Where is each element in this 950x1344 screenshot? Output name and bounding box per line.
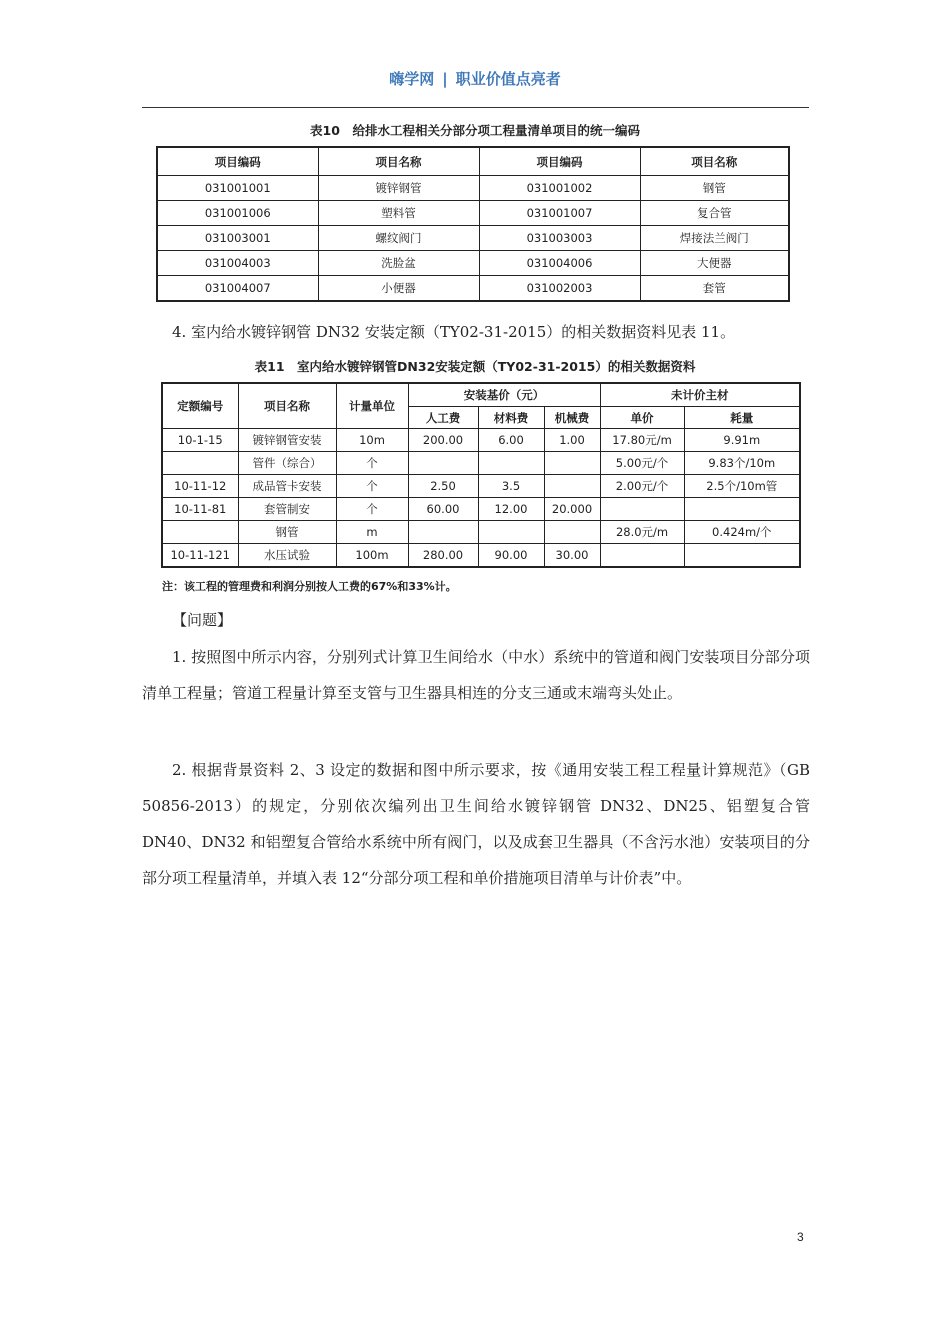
- table11-header-code: 定额编号: [162, 383, 238, 429]
- table11-row: [162, 429, 800, 452]
- table11-header-unpriced: 未计价主材: [600, 383, 800, 407]
- table10-header-cell: 项目编码: [479, 147, 640, 176]
- table11-header-row: [162, 383, 800, 407]
- table11-cell: 200.00: [408, 429, 478, 452]
- table11-header-labor: 人工费: [408, 407, 478, 429]
- table11-header-name: 项目名称: [238, 383, 336, 429]
- table11-row: [162, 544, 800, 568]
- table11-cell: [478, 521, 544, 544]
- table11-cell: [600, 544, 684, 568]
- table11-cell: [544, 521, 600, 544]
- table10-cell: 031004003: [157, 251, 318, 276]
- table11-header-unit: 计量单位: [336, 383, 408, 429]
- table11-cell: [684, 498, 800, 521]
- page-number: 3: [797, 1230, 804, 1244]
- question2-text: 2. 根据背景资料 2、3 设定的数据和图中所示要求，按《通用安装工程工程量计算规范》（GB 50856-2013）的规定，分别依次编列出卫生间给水镀锌钢管 DN32、DN25、铝塑复合管 DN40、DN32 和铝塑复合管给水系统中所有阀门，以及成套卫生器具（不含污水池）安装项目的分部分项工程量清单，并填入表 12“分部分项工程和单价措施项目清单与计价表”中。: [142, 761, 810, 887]
- table11-cell: 3.5: [478, 475, 544, 498]
- table11-cell: 60.00: [408, 498, 478, 521]
- table11-cell: 20.000: [544, 498, 600, 521]
- table10-cell: 大便器: [640, 251, 789, 276]
- table11-cell: 成品管卡安装: [238, 475, 336, 498]
- table11-cell: 17.80元/m: [600, 429, 684, 452]
- table11-cell: 管件（综合）: [238, 452, 336, 475]
- table11-row: [162, 475, 800, 498]
- table11-cell: 套管制安: [238, 498, 336, 521]
- table11-cell: 钢管: [238, 521, 336, 544]
- table10-cell: 031003003: [479, 226, 640, 251]
- table11-header-unit-price: 单价: [600, 407, 684, 429]
- table10-cell: 031003001: [157, 226, 318, 251]
- site-name: 嗨学网: [389, 70, 435, 88]
- table11-cell: 个: [336, 498, 408, 521]
- table11-header-material: 材料费: [478, 407, 544, 429]
- table10-cell: 小便器: [318, 276, 479, 302]
- table10-caption: 表10 给排水工程相关分部分项工程量清单项目的统一编码: [310, 123, 640, 138]
- table10-cell: 钢管: [640, 176, 789, 201]
- table11-cell: 90.00: [478, 544, 544, 568]
- table11-cell: 9.91m: [684, 429, 800, 452]
- table11-cell: 2.50: [408, 475, 478, 498]
- table10-cell: 焊接法兰阀门: [640, 226, 789, 251]
- header-rule: [142, 107, 809, 108]
- table11-cell: 10-11-81: [162, 498, 238, 521]
- table10-row: [157, 176, 789, 201]
- table11-cell: 6.00: [478, 429, 544, 452]
- table10: [156, 146, 790, 302]
- table11-cell: [162, 521, 238, 544]
- table10-cell: 031001002: [479, 176, 640, 201]
- table10-cell: 镀锌钢管: [318, 176, 479, 201]
- table11-cell: 10m: [336, 429, 408, 452]
- table10-cell: 螺纹阀门: [318, 226, 479, 251]
- table10-header-cell: 项目名称: [640, 147, 789, 176]
- table10-header-cell: 项目编码: [157, 147, 318, 176]
- table10-cell: 洗脸盆: [318, 251, 479, 276]
- table11-caption: 表11 室内给水镀锌钢管DN32安装定额（TY02-31-2015）的相关数据资料: [254, 359, 696, 374]
- table11-header-consumption: 耗量: [684, 407, 800, 429]
- header-separator: |: [442, 70, 448, 88]
- table11-header-machine: 机械费: [544, 407, 600, 429]
- table10-header-row: [157, 147, 789, 176]
- table10-header-cell: 项目名称: [318, 147, 479, 176]
- table11-cell: [162, 452, 238, 475]
- site-slogan: 职业价值点亮者: [455, 70, 561, 88]
- table10-row: [157, 226, 789, 251]
- table10-row: [157, 251, 789, 276]
- table10-row: [157, 276, 789, 302]
- table11-cell: [544, 452, 600, 475]
- table11-cell: [684, 544, 800, 568]
- table10-cell: 复合管: [640, 201, 789, 226]
- table10-cell: 031004006: [479, 251, 640, 276]
- questions-title: 【问题】: [172, 611, 233, 629]
- table10-row: [157, 201, 789, 226]
- table10-cell: 031001001: [157, 176, 318, 201]
- table11-cell: 10-11-121: [162, 544, 238, 568]
- table11-note: 注：该工程的管理费和利润分别按人工费的67%和33%计。: [162, 580, 457, 593]
- table11-cell: 0.424m/个: [684, 521, 800, 544]
- table11-cell: [544, 475, 600, 498]
- table11-cell: m: [336, 521, 408, 544]
- page-header: [0, 68, 950, 89]
- item4-paragraph: [142, 314, 810, 350]
- table11-cell: 10-11-12: [162, 475, 238, 498]
- table11-cell: 30.00: [544, 544, 600, 568]
- question2-paragraph: [142, 752, 810, 896]
- table11-cell: 100m: [336, 544, 408, 568]
- table11-header-base-price: 安装基价（元）: [408, 383, 600, 407]
- table11-cell: 5.00元/个: [600, 452, 684, 475]
- table11-cell: [408, 521, 478, 544]
- table11-cell: 280.00: [408, 544, 478, 568]
- table10-cell: 031001007: [479, 201, 640, 226]
- table11-cell: 12.00: [478, 498, 544, 521]
- table11-row: [162, 498, 800, 521]
- table11-cell: 9.83个/10m: [684, 452, 800, 475]
- table10-cell: 031002003: [479, 276, 640, 302]
- table11-cell: 个: [336, 452, 408, 475]
- table11-cell: 个: [336, 475, 408, 498]
- table11: [161, 382, 801, 568]
- table11-cell: 28.0元/m: [600, 521, 684, 544]
- question1-text: 1. 按照图中所示内容，分别列式计算卫生间给水（中水）系统中的管道和阀门安装项目分部分项清单工程量；管道工程量计算至支管与卫生器具相连的分支三通或末端弯头处止。: [142, 648, 810, 702]
- table10-cell: 031004007: [157, 276, 318, 302]
- table11-cell: 镀锌钢管安装: [238, 429, 336, 452]
- item4-text: 4. 室内给水镀锌钢管 DN32 安装定额（TY02-31-2015）的相关数据资料见表 11。: [172, 323, 736, 341]
- table11-cell: 2.00元/个: [600, 475, 684, 498]
- table11-cell: 10-1-15: [162, 429, 238, 452]
- table11-cell: 2.5个/10m管: [684, 475, 800, 498]
- table11-row: [162, 521, 800, 544]
- table10-cell: 塑料管: [318, 201, 479, 226]
- question1-paragraph: [142, 639, 810, 711]
- table11-cell: [600, 498, 684, 521]
- table10-cell: 套管: [640, 276, 789, 302]
- table11-cell: 1.00: [544, 429, 600, 452]
- table11-cell: [478, 452, 544, 475]
- table11-row: [162, 452, 800, 475]
- table11-cell: [408, 452, 478, 475]
- table11-cell: 水压试验: [238, 544, 336, 568]
- table10-cell: 031001006: [157, 201, 318, 226]
